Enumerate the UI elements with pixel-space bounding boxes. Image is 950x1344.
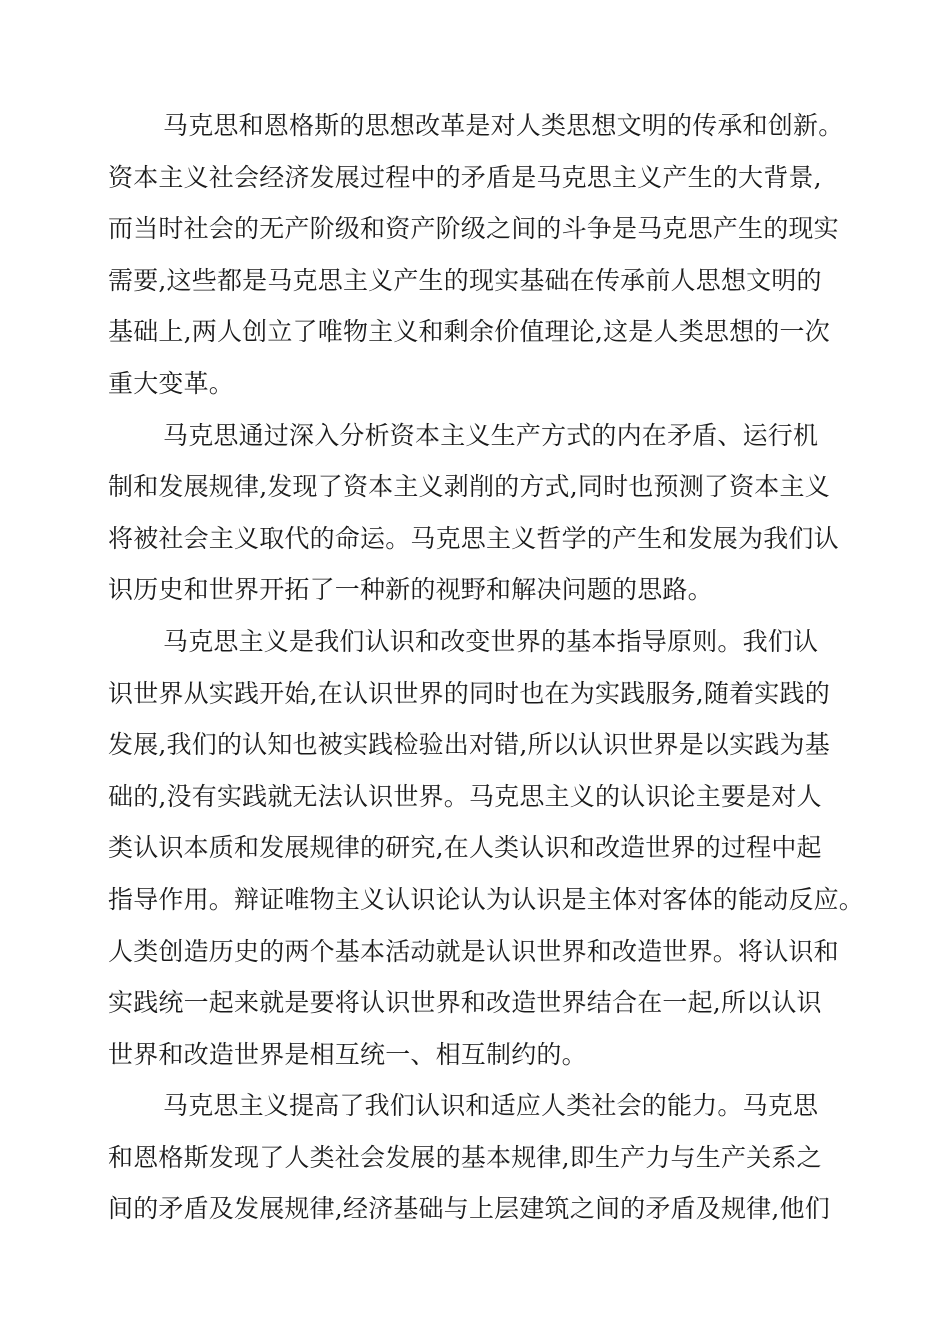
paragraph-2 — [108, 410, 868, 616]
document-body — [108, 100, 868, 1235]
text-line: 马克思通过深入分析资本主义生产方式的内在矛盾、运行机 — [163, 420, 819, 450]
text-line: 识世界从实践开始,在认识世界的同时也在为实践服务,随着实践的 — [108, 678, 830, 708]
text-line: 而当时社会的无产阶级和资产阶级之间的斗争是马克思产生的现实 — [108, 214, 839, 244]
text-line: 间的矛盾及发展规律,经济基础与上层建筑之间的矛盾及规律,他们 — [108, 1194, 830, 1224]
text-line: 和恩格斯发现了人类社会发展的基本规律,即生产力与生产关系之 — [108, 1142, 822, 1172]
text-line: 人类创造历史的两个基本活动就是认识世界和改造世界。将认识和 — [108, 936, 839, 966]
text-line: 识历史和世界开拓了一种新的视野和解决问题的思路。 — [108, 575, 713, 605]
paragraph-4 — [108, 1080, 868, 1235]
text-line: 将被社会主义取代的命运。马克思主义哲学的产生和发展为我们认 — [108, 523, 839, 553]
paragraph-1 — [108, 100, 868, 410]
text-line: 马克思和恩格斯的思想改革是对人类思想文明的传承和创新。 — [163, 111, 844, 140]
text-line: 马克思主义是我们认识和改变世界的基本指导原则。我们认 — [163, 626, 819, 656]
text-line: 基础上,两人创立了唯物主义和剩余价值理论,这是人类思想的一次 — [108, 317, 830, 347]
paragraph-3 — [108, 616, 868, 1080]
text-line: 发展,我们的认知也被实践检验出对错,所以认识世界是以实践为基 — [108, 730, 830, 760]
text-line: 需要,这些都是马克思主义产生的现实基础在传承前人思想文明的 — [108, 265, 822, 295]
text-line: 础的,没有实践就无法认识世界。马克思主义的认识论主要是对人 — [108, 781, 822, 811]
text-line: 指导作用。辩证唯物主义认识论认为认识是主体对客体的能动反应。 — [108, 884, 865, 914]
text-line: 类认识本质和发展规律的研究,在人类认识和改造世界的过程中起 — [108, 833, 822, 863]
text-line: 重大变革。 — [108, 368, 235, 398]
text-line: 实践统一起来就是要将认识世界和改造世界结合在一起,所以认识 — [108, 988, 822, 1018]
text-line: 资本主义社会经济发展过程中的矛盾是马克思主义产生的大背景, — [108, 162, 822, 192]
text-line: 制和发展规律,发现了资本主义剥削的方式,同时也预测了资本主义 — [108, 472, 830, 502]
text-line: 马克思主义提高了我们认识和适应人类社会的能力。马克思 — [163, 1091, 819, 1121]
text-line: 世界和改造世界是相互统一、相互制约的。 — [108, 1039, 587, 1069]
